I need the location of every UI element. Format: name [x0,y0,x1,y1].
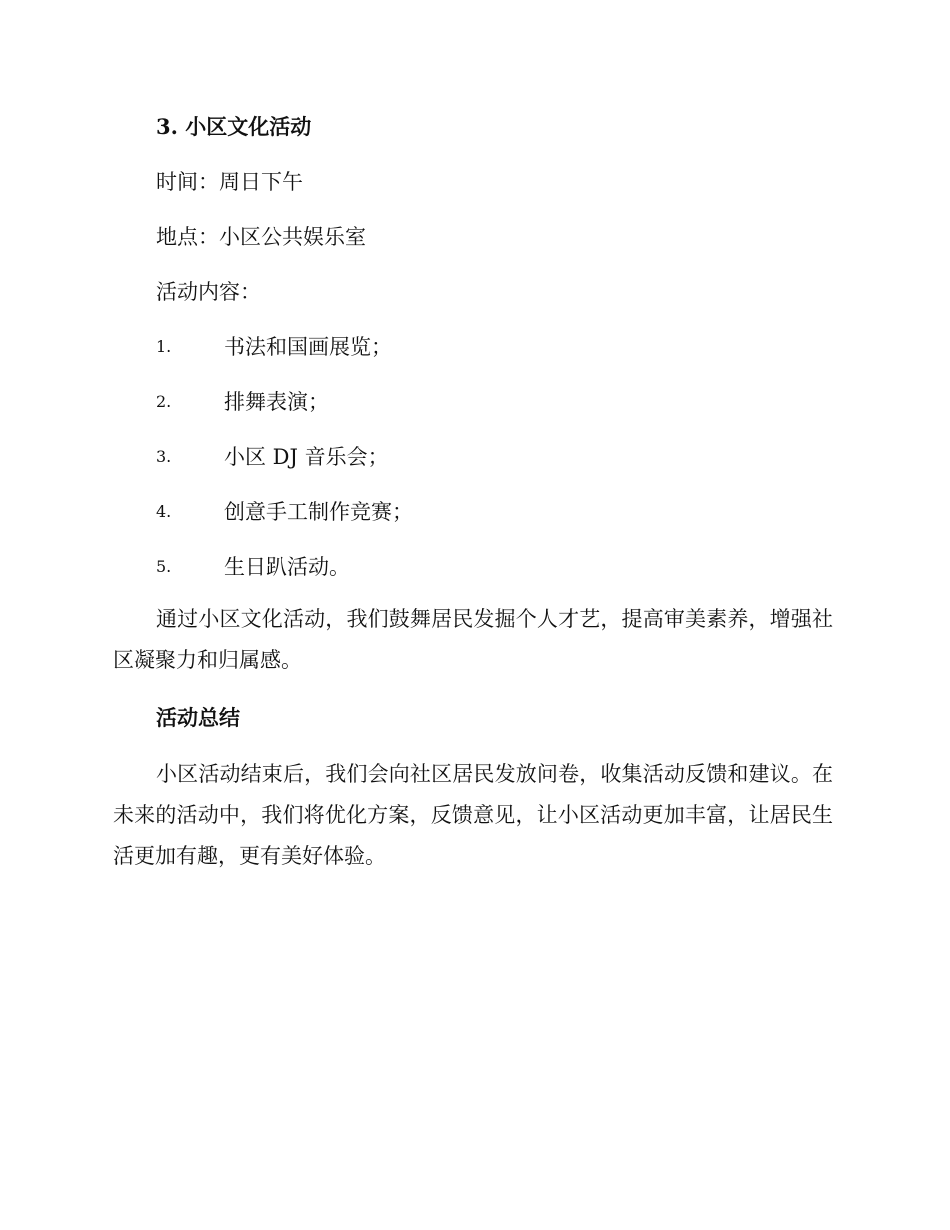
list-item-number: 1. [156,337,172,356]
list-item-number: 3. [156,447,172,466]
list-item-number: 4. [156,502,172,521]
summary-paragraph: 小区活动结束后，我们会向社区居民发放问卷，收集活动反馈和建议。在未来的活动中，我们将优化方案，反馈意见，让小区活动更加丰富，让居民生活更加有趣，更有美好体验。 [113,762,833,868]
list-item: 排舞表演； [224,390,329,414]
activity-content-label: 活动内容： [156,280,261,304]
list-item: 生日趴活动。 [224,555,350,579]
list-item: 书法和国画展览； [224,335,392,359]
list-item: 创意手工制作竞赛； [224,500,413,524]
list-item-number: 5. [156,557,172,576]
list-item: 小区 DJ 音乐会； [224,445,389,469]
activity-time: 时间：周日下午 [156,170,303,194]
list-item-number: 2. [156,392,172,411]
section-paragraph: 通过小区文化活动，我们鼓舞居民发掘个人才艺，提高审美素养，增强社区凝聚力和归属感。 [113,607,833,672]
section-heading: 3. 小区文化活动 [156,114,312,139]
summary-heading: 活动总结 [156,705,240,730]
activity-place: 地点：小区公共娱乐室 [156,225,366,249]
